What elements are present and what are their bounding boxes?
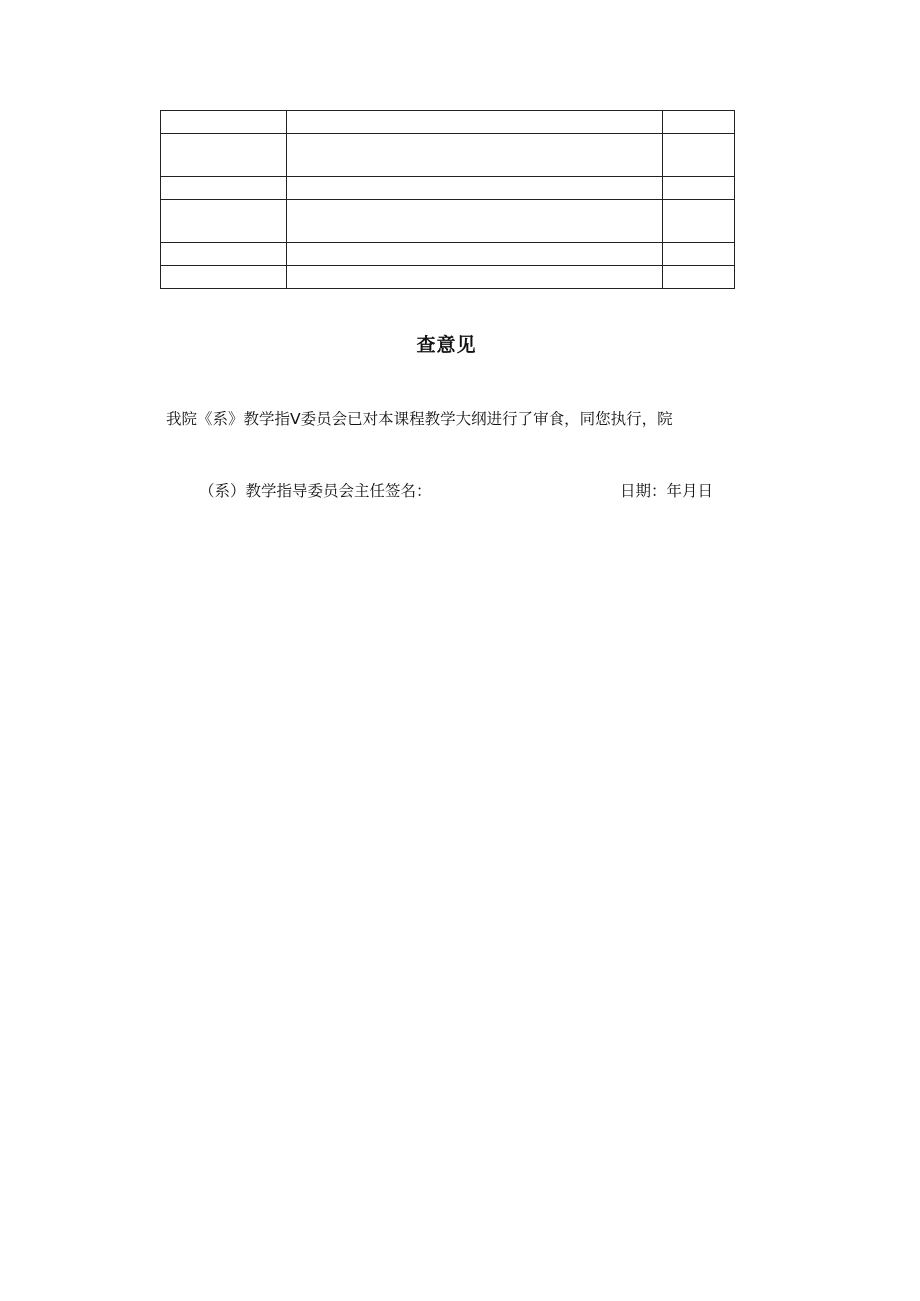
table-row (161, 134, 735, 177)
table-cell (663, 177, 735, 200)
table-cell (287, 134, 663, 177)
table-cell (663, 266, 735, 289)
table-cell (161, 243, 287, 266)
signature-label: （系）教学指导委员会主任签名： (199, 482, 432, 500)
table-cell (663, 111, 735, 134)
table-cell (161, 111, 287, 134)
table-cell (161, 177, 287, 200)
table-cell (287, 266, 663, 289)
table-row (161, 243, 735, 266)
table-cell (663, 200, 735, 243)
table-cell (287, 243, 663, 266)
table-cell (161, 134, 287, 177)
table-cell (663, 243, 735, 266)
date-label: 日期：年月日 (620, 482, 714, 500)
approval-statement: 我院《系》教学指V委员会已对本课程教学大纲进行了审食，同您执行，院 (166, 410, 673, 428)
table-cell (161, 266, 287, 289)
table-row (161, 200, 735, 243)
table-cell (663, 134, 735, 177)
table-row (161, 111, 735, 134)
review-table (160, 110, 735, 289)
table-row (161, 266, 735, 289)
table-row (161, 177, 735, 200)
table-cell (287, 200, 663, 243)
table-cell (287, 177, 663, 200)
table-cell (161, 200, 287, 243)
table-cell (287, 111, 663, 134)
section-title: 查意见 (416, 334, 477, 356)
